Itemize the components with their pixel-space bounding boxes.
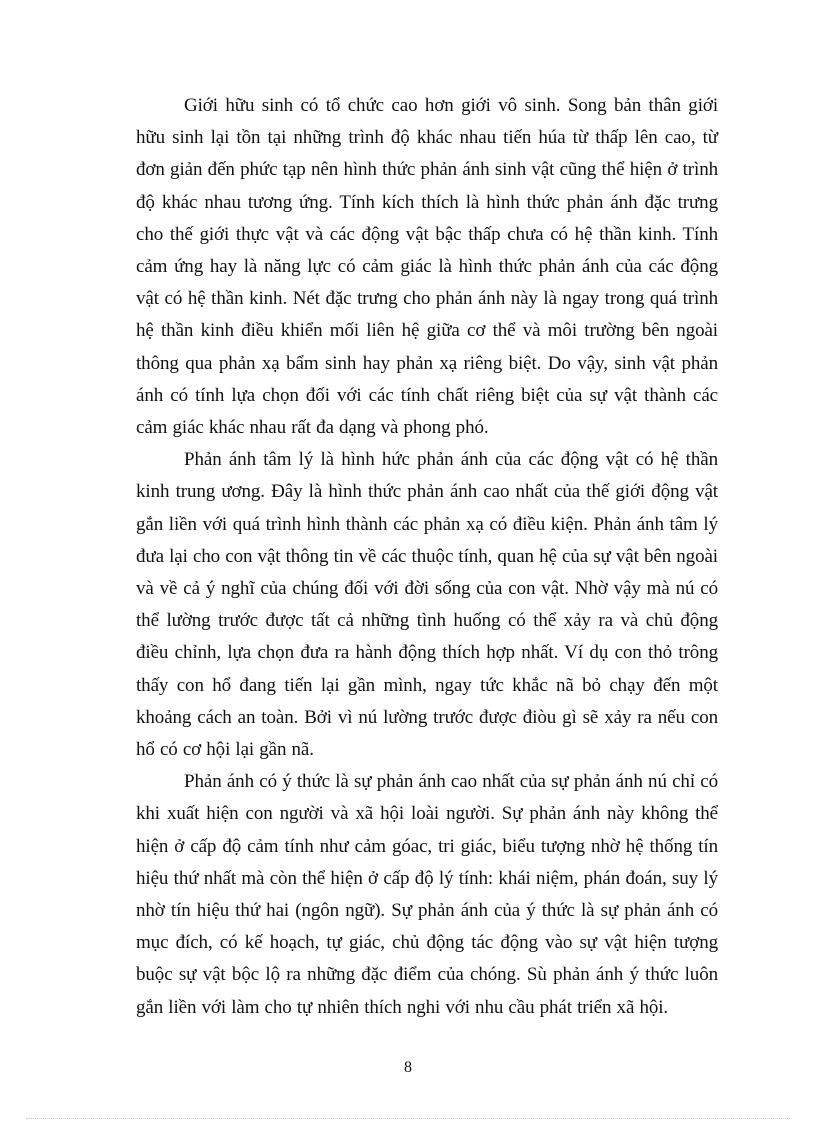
body-text [136,90,718,1024]
paragraph-reflex-biology: Giới hữu sinh có tổ chức cao hơn giới vô sinh. Song bản thân giới hữu sinh lại tồn tại những trình độ khác nhau tiến húa từ thấp lên cao, từ đơn giản đến phức tạp nên hình thức phản ánh sinh vật cũng thể hiện ở trình độ khác nhau tương ứng. Tính kích thích là hình thức phản ánh đặc trưng cho thế giới thực vật và các động vật bậc thấp chưa có hệ thần kinh. Tính cảm ứng hay là năng lực có cảm giác là hình thức phản ánh của các động vật có hệ thần kinh. Nét đặc trưng cho phản ánh này là ngay trong quá trình hệ thần kinh điều khiển mối liên hệ giữa cơ thể và môi trường bên ngoài thông qua phản xạ bẩm sinh hay phản xạ riêng biệt. Do vậy, sinh vật phản ánh có tính lựa chọn đối với các tính chất riêng biệt của sự vật thành các cảm giác khác nhau rất đa dạng và phong phó. [136,95,718,439]
page-number: 8 [404,1059,412,1076]
paragraph-conscious-reflection: Phản ánh có ý thức là sự phản ánh cao nhất của sự phản ánh nú chỉ có khi xuất hiện con người và xã hội loài người. Sự phản ánh này không thể hiện ở cấp độ cảm tính như cảm góac, tri giác, biểu tượng nhờ hệ thống tín hiệu thứ nhất mà còn thể hiện ở cấp độ lý tính: khái niệm, phán đoán, suy lý nhờ tín hiệu thứ hai (ngôn ngữ). Sự phản ánh của ý thức là sự phản ánh có mục đích, có kế hoạch, tự giác, chủ động tác động vào sự vật hiện tượng buộc sự vật bộc lộ ra những đặc điểm của chóng. Sù phản ánh ý thức luôn gắn liền với làm cho tự nhiên thích nghi với nhu cầu phát triển xã hội. [136,771,718,1018]
paragraph-psychological-reflection: Phản ánh tâm lý là hình hức phản ánh của các động vật có hệ thần kinh trung ương. Đây là hình thức phản ánh cao nhất của thế giới động vật gắn liền với quá trình hình thành các phản xạ có điều kiện. Phản ánh tâm lý đưa lại cho con vật thông tin về các thuộc tính, quan hệ của sự vật bên ngoài và về cả ý nghĩ của chúng đối với đời sống của con vật. Nhờ vậy mà nú có thể lường trước được tất cả những tình huống có thể xảy ra và chủ động điều chỉnh, lựa chọn đưa ra hành động thích hợp nhất. Ví dụ con thỏ trông thấy con hổ đang tiến lại gần mình, ngay tức khắc nã bỏ chạy đến một khoảng cách an toàn. Bởi vì nú lường trước được điòu gì sẽ xảy ra nếu con hổ có cơ hội lại gần nã. [136,449,718,761]
page-break-divider [26,1118,790,1119]
